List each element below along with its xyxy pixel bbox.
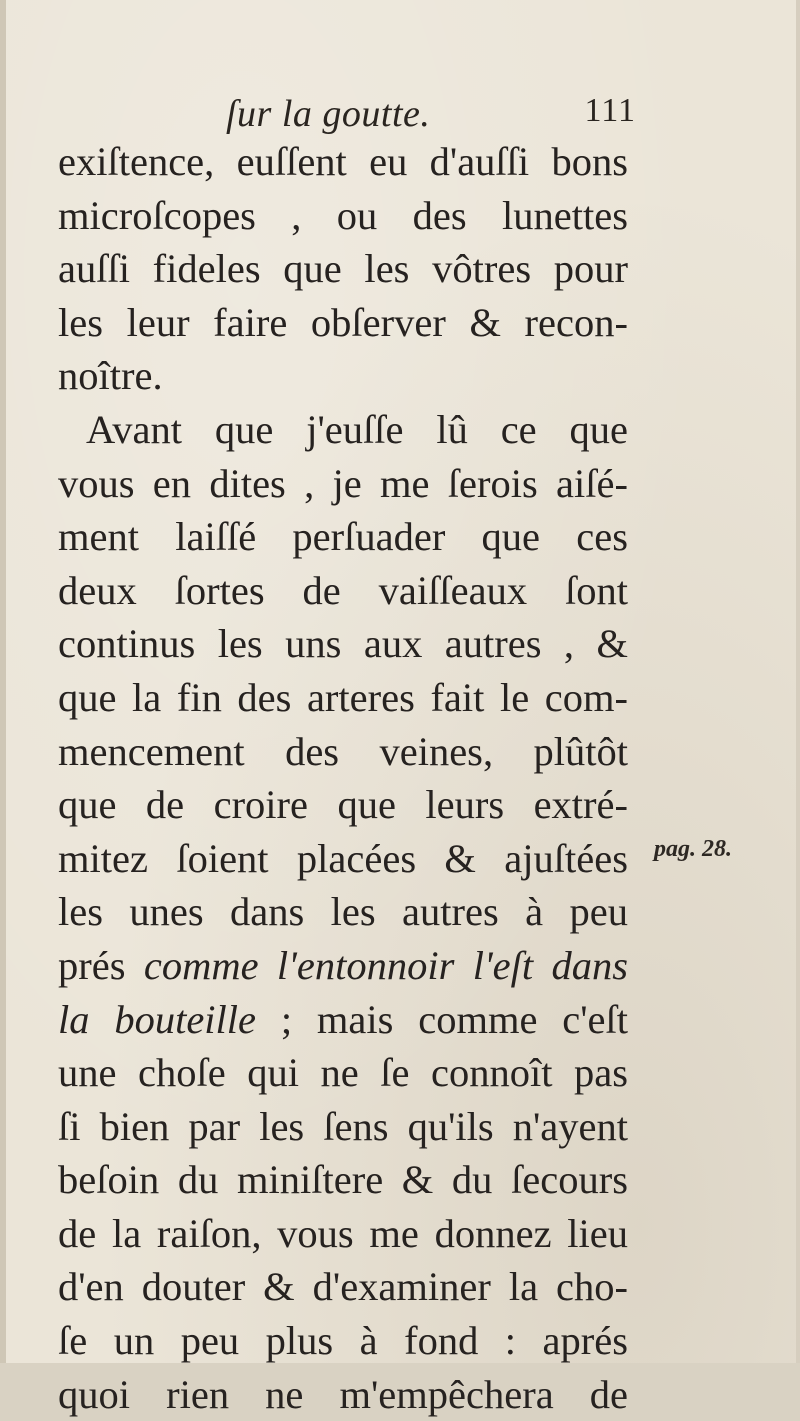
marginal-note: pag. 28. — [654, 836, 732, 862]
italic-quote: la bouteille — [58, 996, 257, 1042]
text-line: beſoin du miniſtere & du ſecours — [58, 1157, 628, 1203]
text-line: vous en dites , je me ſerois aiſé- — [58, 460, 628, 506]
text-line: continus les uns aux autres , & — [58, 621, 628, 667]
text-line: mencement des veines, plûtôt — [58, 728, 628, 774]
text-line: ment laiſſé perſuader que ces — [58, 514, 628, 560]
text-line: les unes dans les autres à peu — [58, 889, 628, 935]
text-line: ſi bien par les ſens qu'ils n'ayent — [58, 1103, 628, 1149]
text-line: auſſi fideles que les vôtres pour — [58, 246, 628, 292]
text-line-mixed — [58, 993, 628, 1047]
text-line: deux ſortes de vaiſſeaux ſont — [58, 567, 628, 613]
text-line: mitez ſoient placées & ajuſtées — [58, 835, 628, 881]
text-segment: prés — [58, 942, 126, 988]
text-line: d'en douter & d'examiner la cho- — [58, 1264, 628, 1310]
text-line: noître. — [58, 353, 163, 399]
body-text — [58, 135, 628, 1421]
text-line: ſe un peu plus à fond : aprés — [58, 1318, 628, 1364]
text-line: Avant que j'euſſe lû ce que — [86, 406, 628, 452]
text-line: les leur faire obſerver & recon- — [58, 299, 628, 345]
text-line: que de croire que leurs extré- — [58, 782, 628, 828]
text-line: microſcopes , ou des lunettes — [58, 192, 628, 238]
running-title: ſur la goutte. — [226, 93, 431, 135]
text-line: exiſtence, euſſent eu d'auſſi bons — [58, 139, 628, 184]
text-line: quoi rien ne m'empêchera de — [58, 1371, 628, 1417]
text-line: que la fin des arteres fait le com- — [58, 674, 628, 720]
text-line: une choſe qui ne ſe connoît pas — [58, 1050, 628, 1096]
page-number: 111 — [584, 92, 636, 129]
italic-quote: comme l'entonnoir l'eſt dans — [143, 942, 628, 988]
text-segment: ; mais comme c'eſt — [280, 996, 629, 1042]
text-line: de la raiſon, vous me donnez lieu — [58, 1210, 628, 1256]
text-line-mixed — [58, 939, 628, 993]
